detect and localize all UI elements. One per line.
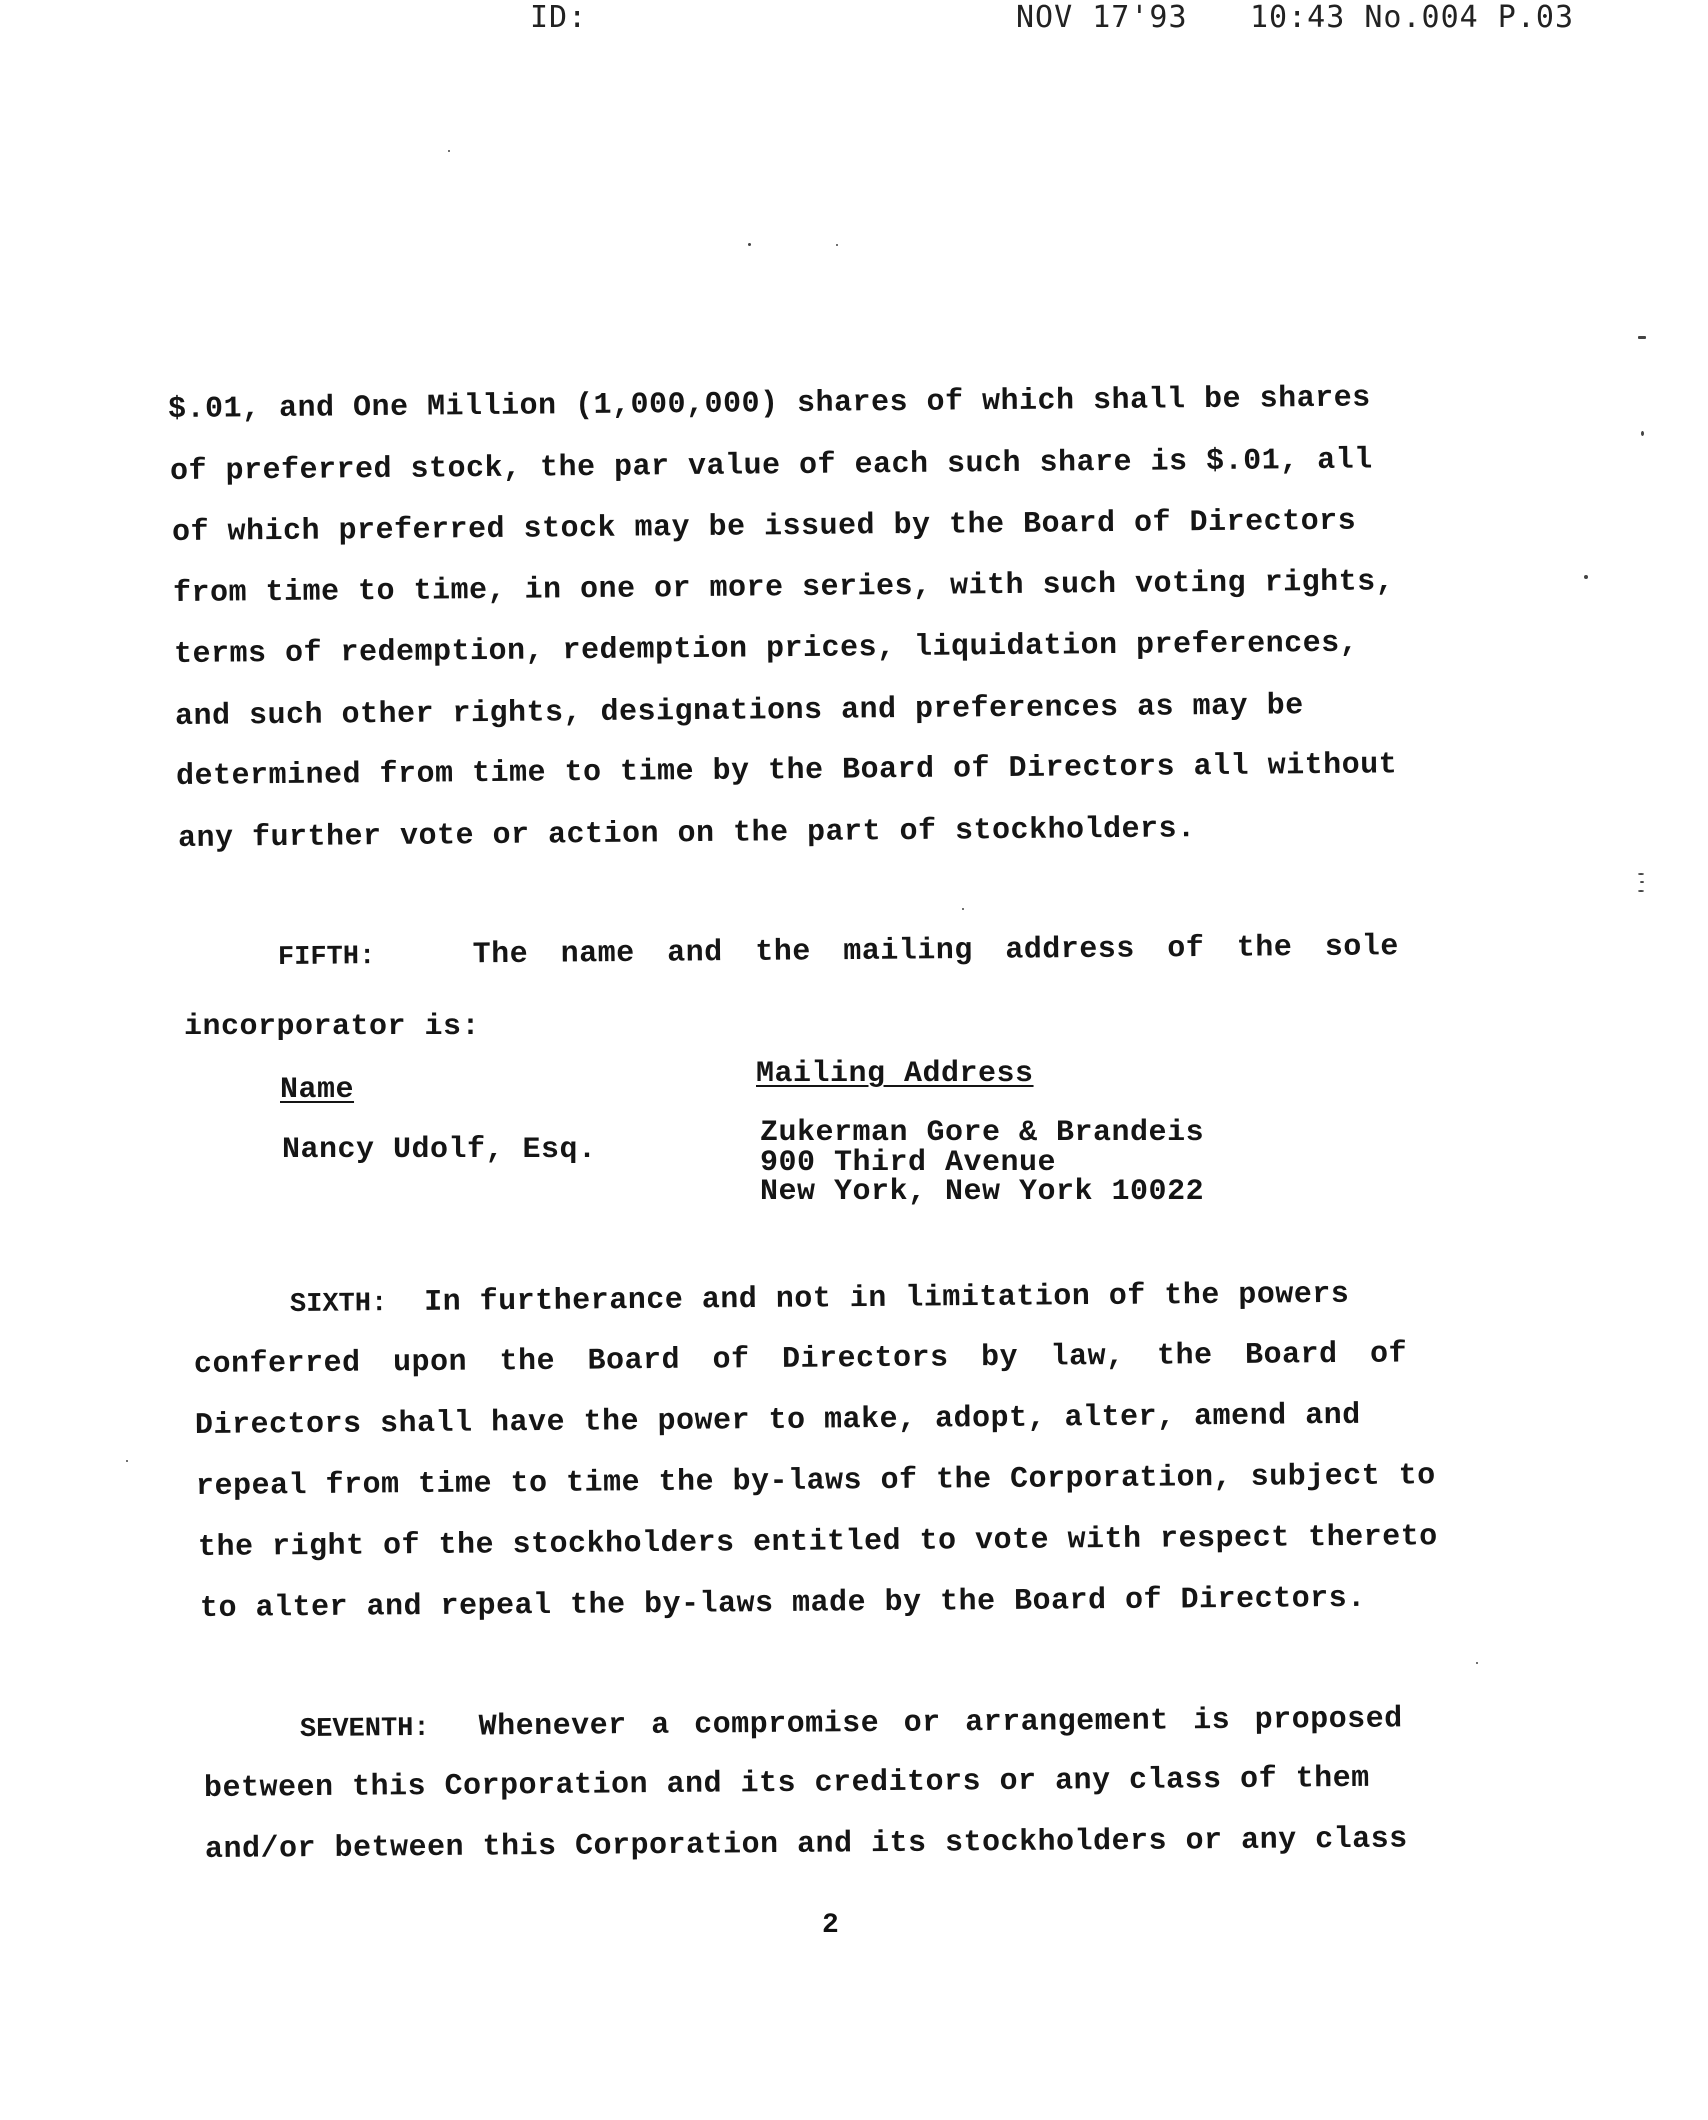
article-sixth-label: SIXTH:	[289, 1289, 388, 1320]
article-fifth-line2: incorporator is:	[184, 1010, 481, 1044]
incorporator-name: Nancy Udolf, Esq.	[282, 1133, 597, 1167]
scan-speck	[748, 243, 751, 246]
paragraph-line: determined from time to time by the Board of Directors all without	[175, 748, 1398, 794]
paragraph-line: and such other rights, designations and preferences as may be	[174, 689, 1304, 734]
scan-speck	[836, 244, 838, 246]
article-fifth-first-line	[278, 930, 1399, 974]
scan-speck	[1584, 575, 1588, 579]
address-line: New York, New York 10022	[760, 1175, 1205, 1209]
article-sixth-text: In furtherance and not in limitation of the powers	[424, 1277, 1350, 1320]
article-seventh-text: Whenever a compromise or arrangement is proposed	[478, 1702, 1403, 1745]
name-column-header: Name	[280, 1073, 355, 1107]
paragraph-line: conferred upon the Board of Directors by law, the Board of	[193, 1337, 1408, 1382]
address-line: Zukerman Gore & Brandeis	[760, 1116, 1205, 1150]
fax-date: NOV 17'93	[1016, 0, 1188, 35]
scan-speck	[1638, 890, 1644, 892]
fax-time-page-info: 10:43 No.004 P.03	[1250, 0, 1575, 35]
paragraph-line: terms of redemption, redemption prices, liquidation preferences,	[173, 626, 1359, 672]
paragraph-line: of preferred stock, the par value of each such share is $.01, all	[169, 443, 1373, 489]
article-seventh-first-line	[300, 1702, 1403, 1746]
paragraph-line: Directors shall have the power to make, adopt, alter, amend and	[194, 1398, 1361, 1443]
scan-speck	[1640, 881, 1644, 883]
scan-speck	[1476, 1662, 1478, 1664]
scan-speck	[448, 150, 450, 152]
scan-speck	[1638, 873, 1644, 875]
article-fifth-label: FIFTH:	[277, 942, 376, 973]
article-seventh-label: SEVENTH:	[299, 1713, 430, 1745]
fax-id-label: ID:	[530, 0, 588, 35]
paragraph-line: to alter and repeal the by-laws made by the Board of Directors.	[199, 1581, 1366, 1626]
scan-speck	[962, 908, 964, 910]
fax-header	[0, 0, 1708, 40]
address-line: 900 Third Avenue	[760, 1146, 1057, 1180]
paragraph-line: any further vote or action on the part of stockholders.	[177, 812, 1196, 856]
address-column-header: Mailing Address	[756, 1057, 1034, 1091]
scan-speck	[1638, 336, 1646, 339]
article-sixth-first-line	[290, 1278, 1350, 1321]
paragraph-line: from time to time, in one or more series, with such voting rights,	[172, 565, 1395, 611]
paragraph-line: $.01, and One Million (1,000,000) shares of which shall be shares	[167, 381, 1371, 427]
paragraph-line: repeal from time to time the by-laws of the Corporation, subject to	[195, 1459, 1436, 1504]
paragraph-line: of which preferred stock may be issued by the Board of Directors	[171, 504, 1357, 550]
paragraph-line: the right of the stockholders entitled to vote with respect thereto	[197, 1520, 1438, 1565]
scan-speck	[126, 1460, 128, 1462]
paragraph-line: between this Corporation and its creditors or any class of them	[203, 1761, 1370, 1806]
page-number: 2	[822, 1910, 839, 1941]
paragraph-line: and/or between this Corporation and its stockholders or any class	[204, 1822, 1408, 1867]
article-fifth-text: The name and the mailing address of the sole	[472, 930, 1399, 973]
scan-speck	[1641, 431, 1644, 436]
